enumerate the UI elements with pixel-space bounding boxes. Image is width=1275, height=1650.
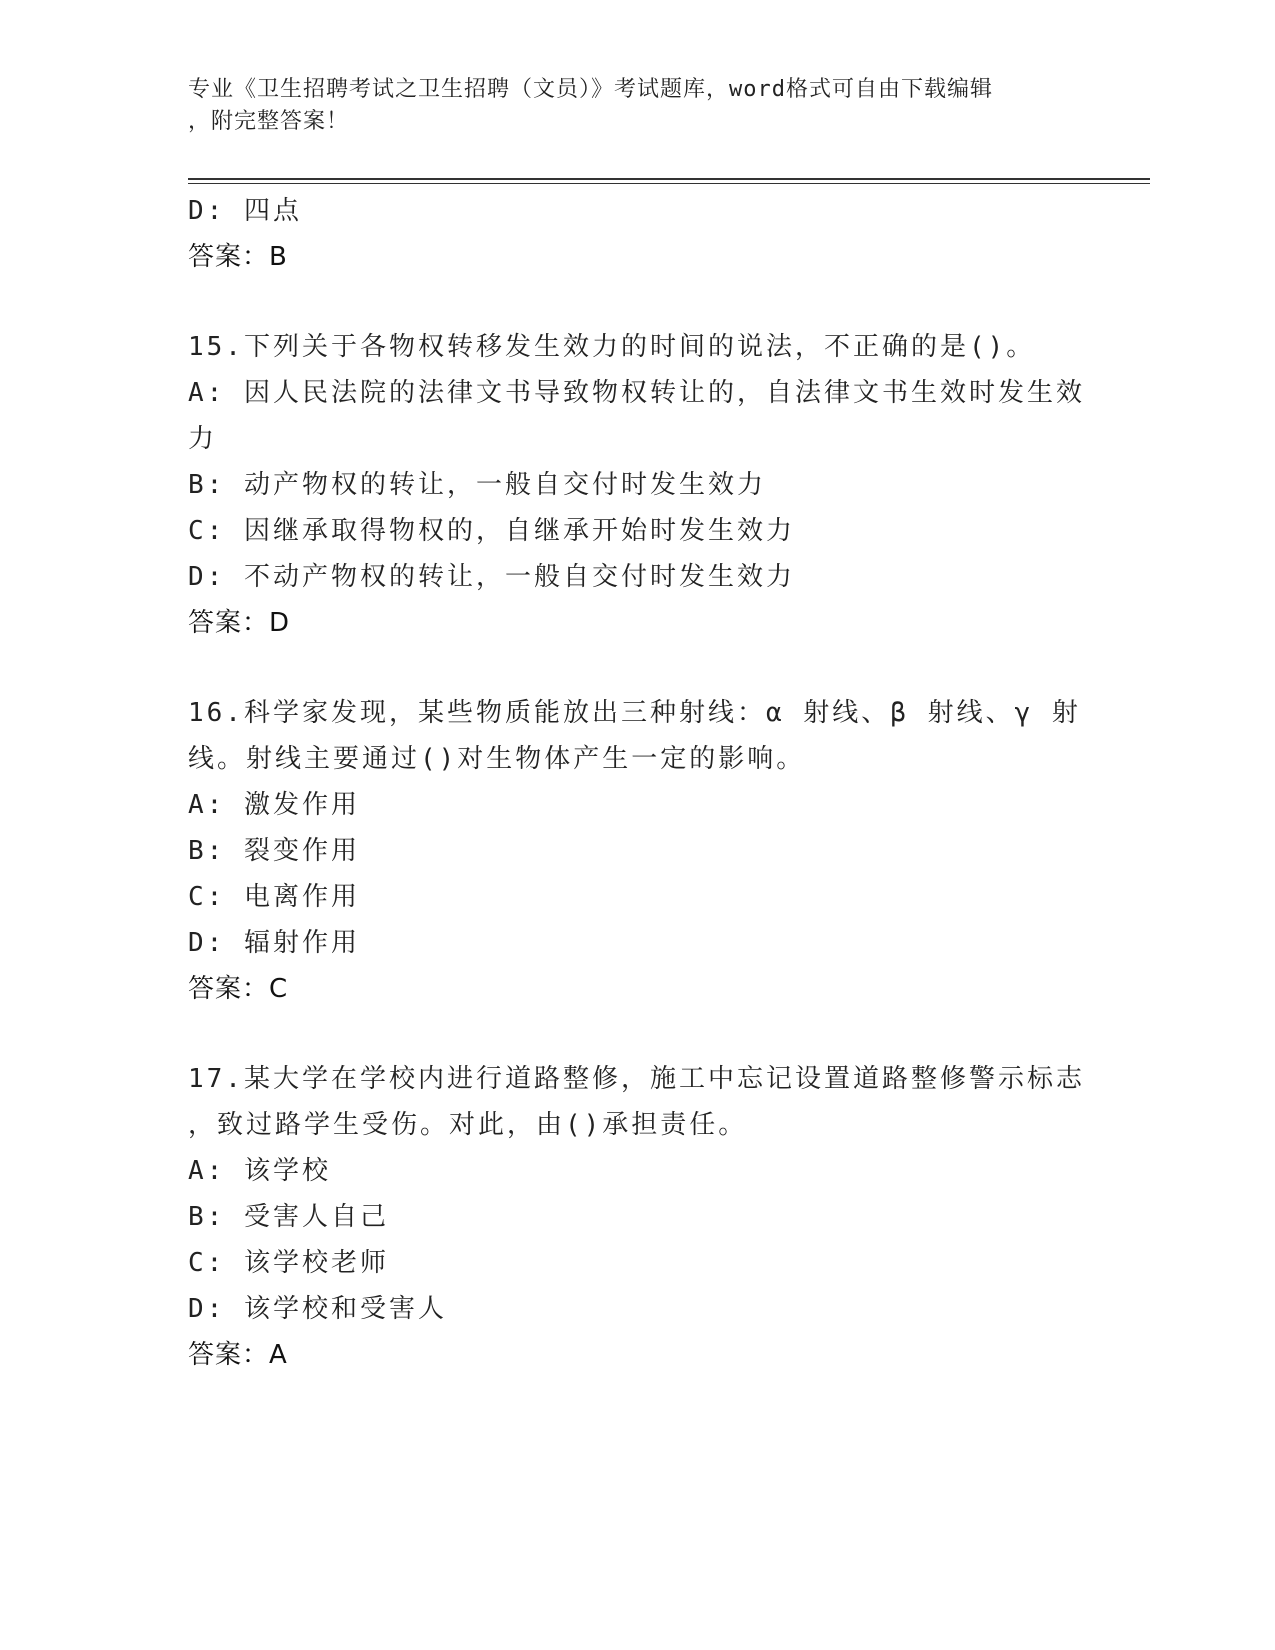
- header-divider-thin: [188, 183, 1150, 184]
- question-stem: 15.下列关于各物权转移发生效力的时间的说法，不正确的是()。: [188, 332, 1036, 362]
- option-c: C: 电离作用: [188, 882, 360, 912]
- answer-line: 答案：D: [188, 608, 291, 638]
- spacer: [188, 1012, 1088, 1056]
- answer-line: 答案：A: [188, 1340, 288, 1370]
- previous-question-tail: [188, 188, 1088, 280]
- option-a: A: 因人民法院的法律文书导致物权转让的，自法律文书生效时发生效: [188, 378, 1085, 408]
- option-d: D: 不动产物权的转让，一般自交付时发生效力: [188, 562, 795, 592]
- option-d: D: 四点: [188, 196, 302, 226]
- option-a: A: 该学校: [188, 1156, 331, 1186]
- spacer: [188, 646, 1088, 690]
- question-15: [188, 324, 1088, 646]
- option-d: D: 辐射作用: [188, 928, 360, 958]
- header-divider-thick: [188, 178, 1150, 180]
- option-b: B: 受害人自己: [188, 1202, 389, 1232]
- header-line-1: 专业《卫生招聘考试之卫生招聘（文员）》考试题库，word格式可自由下载编辑: [188, 77, 993, 102]
- question-content: [188, 188, 1088, 1378]
- option-d: D: 该学校和受害人: [188, 1294, 447, 1324]
- question-stem-continued: ，致过路学生受伤。对此，由()承担责任。: [188, 1110, 748, 1140]
- option-a-continued: 力: [188, 424, 218, 454]
- option-a: A: 激发作用: [188, 790, 360, 820]
- answer-line: 答案：B: [188, 242, 288, 272]
- question-stem: 17.某大学在学校内进行道路整修，施工中忘记设置道路整修警示标志: [188, 1064, 1085, 1094]
- option-c: C: 因继承取得物权的，自继承开始时发生效力: [188, 516, 795, 546]
- option-b: B: 裂变作用: [188, 836, 360, 866]
- question-stem: 16.科学家发现，某些物质能放出三种射线：α 射线、β 射线、γ 射: [188, 698, 1081, 728]
- option-c: C: 该学校老师: [188, 1248, 389, 1278]
- spacer: [188, 280, 1088, 324]
- question-stem-continued: 线。射线主要通过()对生物体产生一定的影响。: [188, 744, 806, 774]
- question-16: [188, 690, 1088, 1012]
- document-header: [188, 74, 1068, 138]
- option-b: B: 动产物权的转让，一般自交付时发生效力: [188, 470, 766, 500]
- answer-line: 答案：C: [188, 974, 289, 1004]
- header-line-2: ，附完整答案！: [188, 109, 350, 134]
- question-17: [188, 1056, 1088, 1378]
